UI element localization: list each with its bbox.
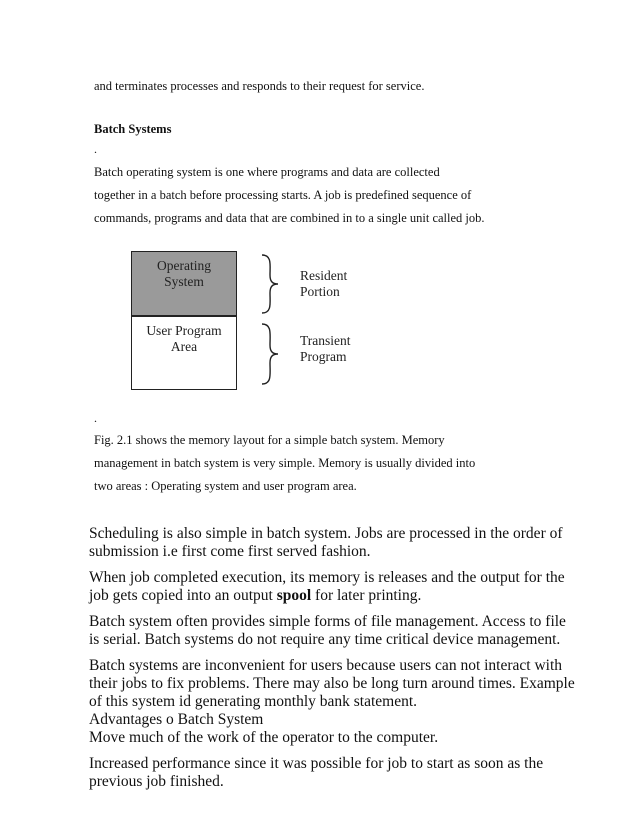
os-label-line-2: System xyxy=(164,274,204,289)
performance-line-2: previous job finished. xyxy=(89,773,224,790)
figure-text-line-3: two areas : Operating system and user program area. xyxy=(94,479,357,493)
figure-text-line-2: management in batch system is very simple. Memory is usually divided into xyxy=(94,456,476,470)
advantage-item-1: Move much of the work of the operator to the computer. xyxy=(89,729,439,746)
inconvenient-line-3: of this system id generating monthly bank statement. xyxy=(89,693,418,710)
completion-line-1: When job completed execution, its memory is releases and the output for the xyxy=(89,569,565,586)
file-mgmt-line-1: Batch system often provides simple forms of file management. Access to file xyxy=(89,613,566,630)
definition-line-3: commands, programs and data that are combined in to a single unit called job. xyxy=(94,211,485,225)
figure-text-line-1: Fig. 2.1 shows the memory layout for a simple batch system. Memory xyxy=(94,433,445,447)
transient-brace-icon xyxy=(258,322,282,386)
user-label-line-1: User Program xyxy=(146,323,222,338)
definition-line-1: Batch operating system is one where programs and data are collected xyxy=(94,165,440,179)
user-label-line-2: Area xyxy=(170,339,198,354)
scheduling-line-1: Scheduling is also simple in batch system. Jobs are processed in the order of xyxy=(89,525,563,542)
file-mgmt-line-2: is serial. Batch systems do not require any time critical device management. xyxy=(89,631,561,648)
inconvenient-line-2: their jobs to fix problems. There may also be long turn around times. Example xyxy=(89,675,575,692)
scheduling-line-2: submission i.e first come first served fashion. xyxy=(89,543,371,560)
intro-line: and terminates processes and responds to their request for service. xyxy=(94,79,425,93)
advantages-heading: Advantages o Batch System xyxy=(89,711,264,728)
completion-line-2: job gets copied into an output spool for later printing. xyxy=(89,587,422,604)
bullet-dot: . xyxy=(94,142,97,156)
section-title: Batch Systems xyxy=(94,122,172,136)
spool-term: spool xyxy=(276,587,312,604)
resident-brace-icon xyxy=(258,253,282,315)
inconvenient-line-1: Batch systems are inconvenient for users because users can not interact with xyxy=(89,657,563,674)
performance-line-1: Increased performance since it was possible for job to start as soon as the xyxy=(89,755,544,772)
resident-portion-label: Resident Portion xyxy=(300,268,348,299)
bullet-dot: . xyxy=(94,411,97,425)
user-program-block xyxy=(131,316,237,390)
definition-line-2: together in a batch before processing starts. A job is predefined sequence of xyxy=(94,188,472,202)
operating-system-block xyxy=(131,251,237,316)
os-label-line-1: Operating xyxy=(157,258,211,273)
transient-program-label: Transient Program xyxy=(300,333,351,364)
